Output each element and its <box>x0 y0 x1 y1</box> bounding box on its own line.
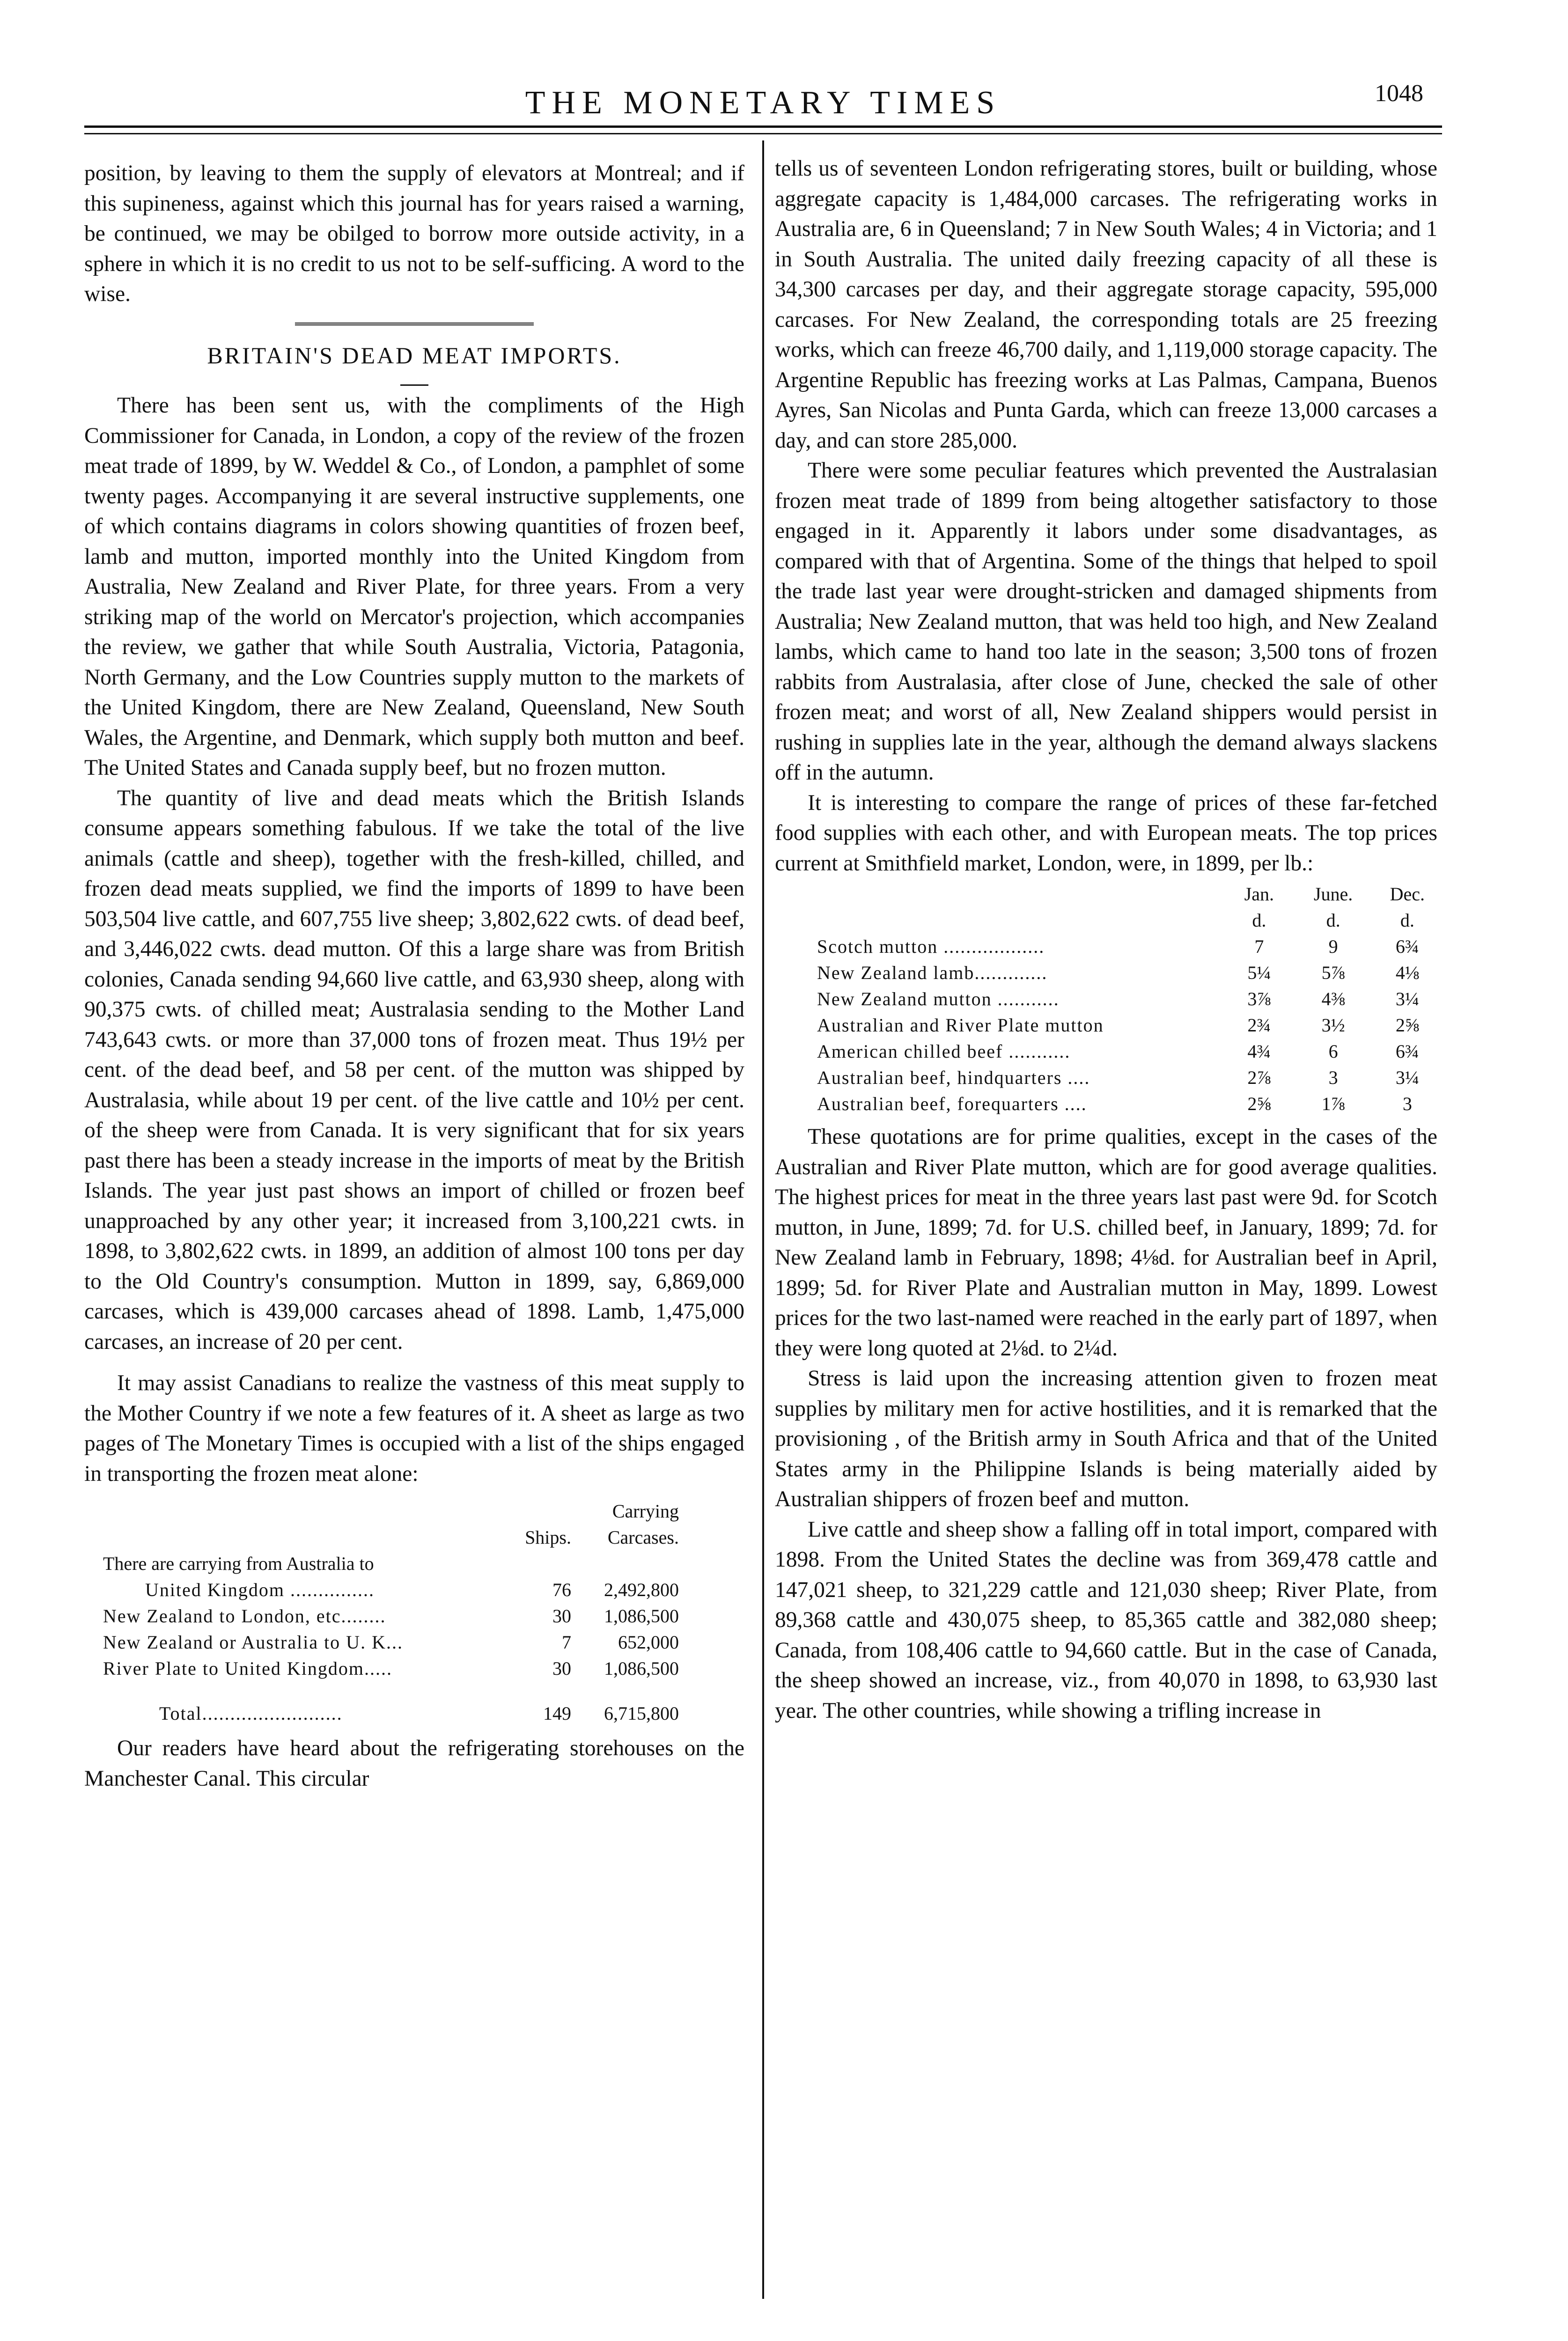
prices-row-jan: 3⅞ <box>1247 988 1271 1009</box>
article-paragraph-1: There has been sent us, with the compliments of the High Commissioner for Canada, in London, a copy of the review of the frozen meat trade of 1899, by W. Weddel & Co., of London, a pamphlet of some twenty pages. Accompanying it are several instructive supplements, one of which contains diagrams in colors showing quantities of frozen beef, lamb and mutton, imported monthly into the United Kingdom from Australia, New Zealand and River Plate, for three years. From a very striking map of the world on Mercator's projection, which accompanies the review, we gather that while South Australia, Victoria, Patagonia, North Germany, and the Low Countries supply mutton to the markets of the United Kingdom, there are New Zealand, Queensland, New South Wales, the Argentine, and Denmark, which supply both mutton and beef. The United States and Canada supply beef, but no frozen mutton. <box>84 393 744 780</box>
ships-row-ships: 7 <box>562 1632 571 1653</box>
prices-unit: d. <box>1326 910 1340 931</box>
prices-row-dec: 6¾ <box>1395 936 1419 957</box>
table-row <box>817 1065 1444 1091</box>
continued-paragraph: tells us of seventeen London refrigerating stores, built or building, whose aggregate capacity is 1,484,000 carcases. The refrigerating works in Australia are, 6 in Queensland; 7 in New South Wales; 4 in Victoria; and 1 in South Australia. The united daily freezing capacity of all these is 34,300 carcases per day, and their aggregate storage capacity, 595,000 carcases. For New Zealand, the corresponding totals are 25 freezing works, which can freeze 46,700 daily, and 1,119,000 storage capacity. The Argentine Republic has freezing works at Las Palmas, Campana, Buenos Ayres, San Nicolas and Punta Garda, which can freeze 13,000 carcases a day, and can store 285,000. <box>775 156 1437 453</box>
ships-row-label: New Zealand to London, etc........ <box>103 1605 386 1627</box>
prices-row-jan: 2¾ <box>1247 1015 1271 1036</box>
ships-intro: There are carrying from Australia to <box>103 1553 374 1574</box>
ships-row-carcases: 1,086,500 <box>604 1605 679 1627</box>
ships-head-carcases: Carcases. <box>607 1527 679 1548</box>
prices-unit: d. <box>1252 910 1266 931</box>
prices-row-label: Australian beef, forequarters .... <box>817 1093 1087 1114</box>
right-column <box>775 154 1437 1726</box>
article-paragraph-7: These quotations are for prime qualities, except in the cases of the Australian and River Plate mutton, which are for good average qualities. The highest prices for meat in the three years last past were 9d. for Scotch mutton, in June, 1899; 7d. for U.S. chilled beef, in January, 1899; 7d. for New Zealand lamb in February, 1898; 4⅛d. for Australian beef in April, 1899; 5d. for River Plate and Australian mutton in May, 1899. Lowest prices for the two last-named were reached in the early part of 1897, when they were long quoted at 2⅛d. to 2¼d. <box>775 1125 1437 1361</box>
prices-row-dec: 3 <box>1402 1093 1412 1114</box>
ships-row-label: River Plate to United Kingdom..... <box>103 1658 392 1679</box>
article-paragraph-2: The quantity of live and dead meats which the British Islands consume appears something fabulous. If we take the total of the live animals (cattle and sheep), together with the fresh-killed, chilled, and frozen dead meats supplied, we find the imports of 1899 to have been 503,504 live cattle, and 607,755 live sheep; 3,802,622 cwts. of dead beef, and 3,446,022 cwts. dead mutton. Of this a large share was from British colonies, Canada sending 94,660 live cattle, and 63,930 sheep, along with 90,375 cwts. of chilled meat; Australasia sending to the Mother Land 743,643 cwts. or more than 37,000 tons of frozen meat. Thus 19½ per cent. of the dead beef, and 58 per cent. of the mutton was shipped by Australasia, while about 19 per cent. of the live cattle and 10½ per cent. of the sheep were from Canada. It is very significant that for six years past there has been a steady increase in the imports of meat by the British Islands. The year just past shows an import of chilled or frozen beef unapproached by any other year; it increased from 3,100,221 cwts. in 1898, to 3,802,622 cwts. in 1899, an addition of almost 100 tons per day to the Old Country's consumption. Mutton in 1899, say, 6,869,000 carcases, which is 439,000 carcases ahead of 1898. Lamb, 1,475,000 carcases, an increase of 20 per cent. <box>84 786 744 1354</box>
table-row <box>817 960 1444 986</box>
table-row <box>817 1038 1444 1065</box>
prices-row-june: 4⅜ <box>1321 988 1345 1009</box>
article-heading: BRITAIN'S DEAD MEAT IMPORTS. <box>207 342 622 368</box>
ships-table <box>103 1498 679 1727</box>
article-paragraph-3: It may assist Canadians to realize the vastness of this meat supply to the Mother Country if we note a few features of it. A sheet as large as two pages of The Monetary Times is occupied with a list of the ships engaged in transporting the frozen meat alone: <box>84 1371 744 1486</box>
table-row <box>817 986 1444 1012</box>
ships-head-ships: Ships. <box>525 1527 571 1548</box>
prices-row-jan: 7 <box>1254 936 1264 957</box>
ships-head-carrying: Carrying <box>612 1501 679 1522</box>
prices-row-dec: 3¼ <box>1395 988 1419 1009</box>
prices-row-jan: 2⅞ <box>1247 1067 1271 1088</box>
prices-row-dec: 3¼ <box>1395 1067 1419 1088</box>
page-header <box>84 80 1442 136</box>
prices-row-dec: 2⅝ <box>1395 1015 1419 1036</box>
ships-row-ships: 76 <box>552 1579 571 1600</box>
page-number: 1048 <box>1375 80 1423 107</box>
prices-table <box>817 881 1444 1117</box>
header-rule <box>84 125 1442 128</box>
prices-row-label: Scotch mutton .................. <box>817 936 1045 957</box>
left-column <box>84 158 744 1794</box>
article-paragraph-4: Our readers have heard about the refrigerating storehouses on the Manchester Canal. This circular <box>84 1736 744 1791</box>
prices-row-june: 1⅞ <box>1321 1093 1345 1114</box>
article-paragraph-5: There were some peculiar features which prevented the Australasian frozen meat trade of 1899 from being altogether satisfactory to those engaged in it. Apparently it labors under some disadvantages, as compared with that of Argentina. Some of the things that helped to spoil the trade last year were drought-stricken and damaged shipments from Australia; New Zealand mutton, that was held too high, and New Zealand lambs, which came to hand too late in the season; 3,500 tons of frozen rabbits from Australasia, after close of June, checked the sale of other frozen meat; and worst of all, New Zealand shippers would persist in rushing in supplies late in the year, although the demand always slackens off in the autumn. <box>775 458 1437 785</box>
table-row <box>817 1091 1444 1117</box>
continued-paragraph: position, by leaving to them the supply of elevators at Montreal; and if this supineness, against which this journal has for years raised a warning, be continued, we may be obilged to borrow more outside activity, in a sphere in which it is no credit to us not to be self-sufficing. A word to the wise. <box>84 161 744 306</box>
prices-row-label: American chilled beef ........... <box>817 1041 1071 1062</box>
prices-row-dec: 6¾ <box>1395 1041 1419 1062</box>
table-row <box>103 1656 679 1682</box>
header-rule-thin <box>84 133 1442 134</box>
prices-row-label: New Zealand mutton ........... <box>817 988 1060 1009</box>
ships-row-carcases: 1,086,500 <box>604 1658 679 1679</box>
ships-total-carcases: 6,715,800 <box>604 1703 679 1724</box>
prices-row-june: 5⅞ <box>1321 962 1345 983</box>
article-paragraph-6: It is interesting to compare the range of prices of these far-fetched food supplies with each other, and with European meats. The top prices current at Smithfield market, London, were, in 1899, per lb.: <box>775 790 1437 876</box>
column-divider <box>762 140 764 2299</box>
table-row <box>817 1012 1444 1038</box>
ships-row-carcases: 652,000 <box>618 1632 679 1653</box>
ships-row-ships: 30 <box>552 1658 571 1679</box>
table-row <box>103 1577 679 1603</box>
prices-row-jan: 5¼ <box>1247 962 1271 983</box>
ships-row-label: New Zealand or Australia to U. K... <box>103 1632 403 1653</box>
prices-row-june: 9 <box>1328 936 1338 957</box>
table-row <box>103 1603 679 1629</box>
section-separator <box>295 323 534 327</box>
table-row <box>817 934 1444 960</box>
table-row <box>103 1629 679 1656</box>
prices-unit: d. <box>1400 910 1414 931</box>
prices-row-june: 6 <box>1328 1041 1338 1062</box>
ships-total-ships: 149 <box>543 1703 571 1724</box>
article-paragraph-9: Live cattle and sheep show a falling off in total import, compared with 1898. From the United States the decline was from 369,478 cattle and 147,021 sheep, to 321,229 cattle and 121,030 sheep; River Plate, from 89,368 cattle and 430,075 sheep, to 85,365 cattle and 382,080 sheep; Canada, from 108,406 cattle to 94,660 cattle. But in the case of Canada, the sheep showed an increase, viz., from 40,070 in 1898, to 63,930 last year. The other countries, while showing a trifling increase in <box>775 1517 1437 1723</box>
prices-head-june: June. <box>1313 883 1353 905</box>
prices-row-june: 3 <box>1328 1067 1338 1088</box>
prices-row-dec: 4⅛ <box>1395 962 1419 983</box>
article-paragraph-8: Stress is laid upon the increasing attention given to frozen meat supplies by military men for active hostilities, and it is remarked that the provisioning , of the British army in South Africa and that of the United States army in the Philippine Islands is being materially aided by Australian shippers of frozen beef and mutton. <box>775 1366 1437 1511</box>
prices-head-dec: Dec. <box>1390 883 1425 905</box>
ships-row-label: United Kingdom ............... <box>145 1579 375 1600</box>
prices-row-june: 3½ <box>1321 1015 1345 1036</box>
table-total-row <box>103 1701 679 1727</box>
ships-row-ships: 30 <box>552 1605 571 1627</box>
ships-row-carcases: 2,492,800 <box>604 1579 679 1600</box>
journal-title: THE MONETARY TIMES <box>525 85 1001 121</box>
prices-row-jan: 4¾ <box>1247 1041 1271 1062</box>
prices-row-jan: 2⅝ <box>1247 1093 1271 1114</box>
prices-head-jan: Jan. <box>1244 883 1274 905</box>
prices-row-label: Australian beef, hindquarters .... <box>817 1067 1090 1088</box>
heading-rule <box>400 384 428 386</box>
prices-row-label: New Zealand lamb............. <box>817 962 1048 983</box>
prices-row-label: Australian and River Plate mutton <box>817 1015 1104 1036</box>
ships-total-label: Total......................... <box>159 1703 343 1724</box>
